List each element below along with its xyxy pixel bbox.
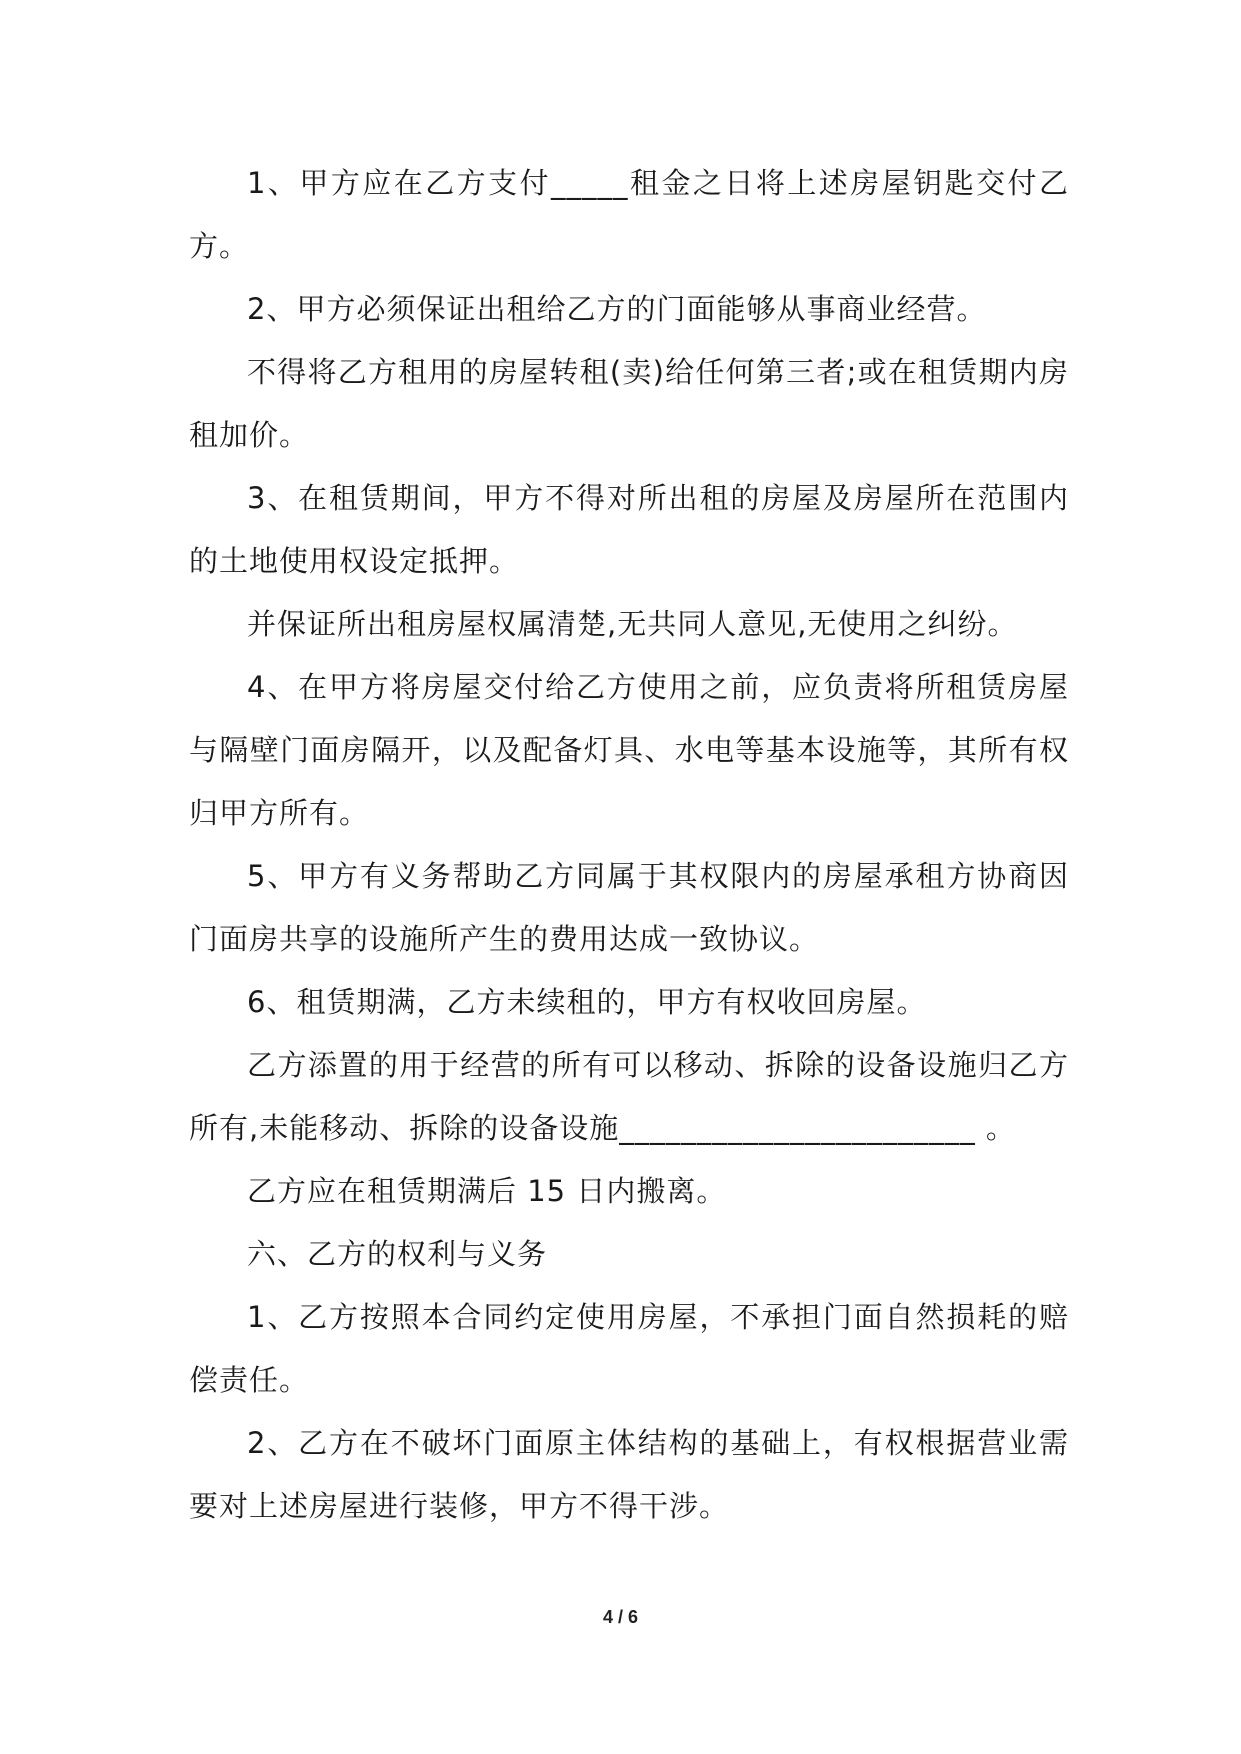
document-body <box>189 152 1069 1538</box>
paragraph-12: 1、乙方按照本合同约定使用房屋，不承担门面自然损耗的赔偿责任。 <box>189 1300 1069 1397</box>
paragraph-13: 2、乙方在不破坏门面原主体结构的基础上，有权根据营业需要对上述房屋进行装修，甲方不得干涉。 <box>189 1426 1069 1523</box>
page-number: 4 / 6 <box>602 1607 639 1627</box>
paragraph-8: 6、租赁期满，乙方未续租的，甲方有权收回房屋。 <box>247 985 927 1019</box>
paragraph-3: 不得将乙方租用的房屋转租(卖)给任何第三者;或在租赁期内房租加价。 <box>189 355 1069 452</box>
paragraph-1: 1、甲方应在乙方支付_____租金之日将上述房屋钥匙交付乙方。 <box>189 166 1069 263</box>
paragraph-4: 3、在租赁期间，甲方不得对所出租的房屋及房屋所在范围内的土地使用权设定抵押。 <box>189 481 1069 578</box>
paragraph-7: 5、甲方有义务帮助乙方同属于其权限内的房屋承租方协商因门面房共享的设施所产生的费用达成一致协议。 <box>189 859 1069 956</box>
paragraph-10: 乙方应在租赁期满后 15 日内搬离。 <box>247 1174 727 1208</box>
paragraph-5: 并保证所出租房屋权属清楚,无共同人意见,无使用之纠纷。 <box>247 607 1018 641</box>
section-heading: 六、乙方的权利与义务 <box>247 1237 548 1271</box>
paragraph-6: 4、在甲方将房屋交付给乙方使用之前，应负责将所租赁房屋与隔壁门面房隔开，以及配备灯具、水电等基本设施等，其所有权归甲方所有。 <box>189 670 1069 830</box>
paragraph-2: 2、甲方必须保证出租给乙方的门面能够从事商业经营。 <box>247 292 987 326</box>
paragraph-9: 乙方添置的用于经营的所有可以移动、拆除的设备设施归乙方所有,未能移动、拆除的设备设施_______________________ 。 <box>189 1048 1069 1145</box>
